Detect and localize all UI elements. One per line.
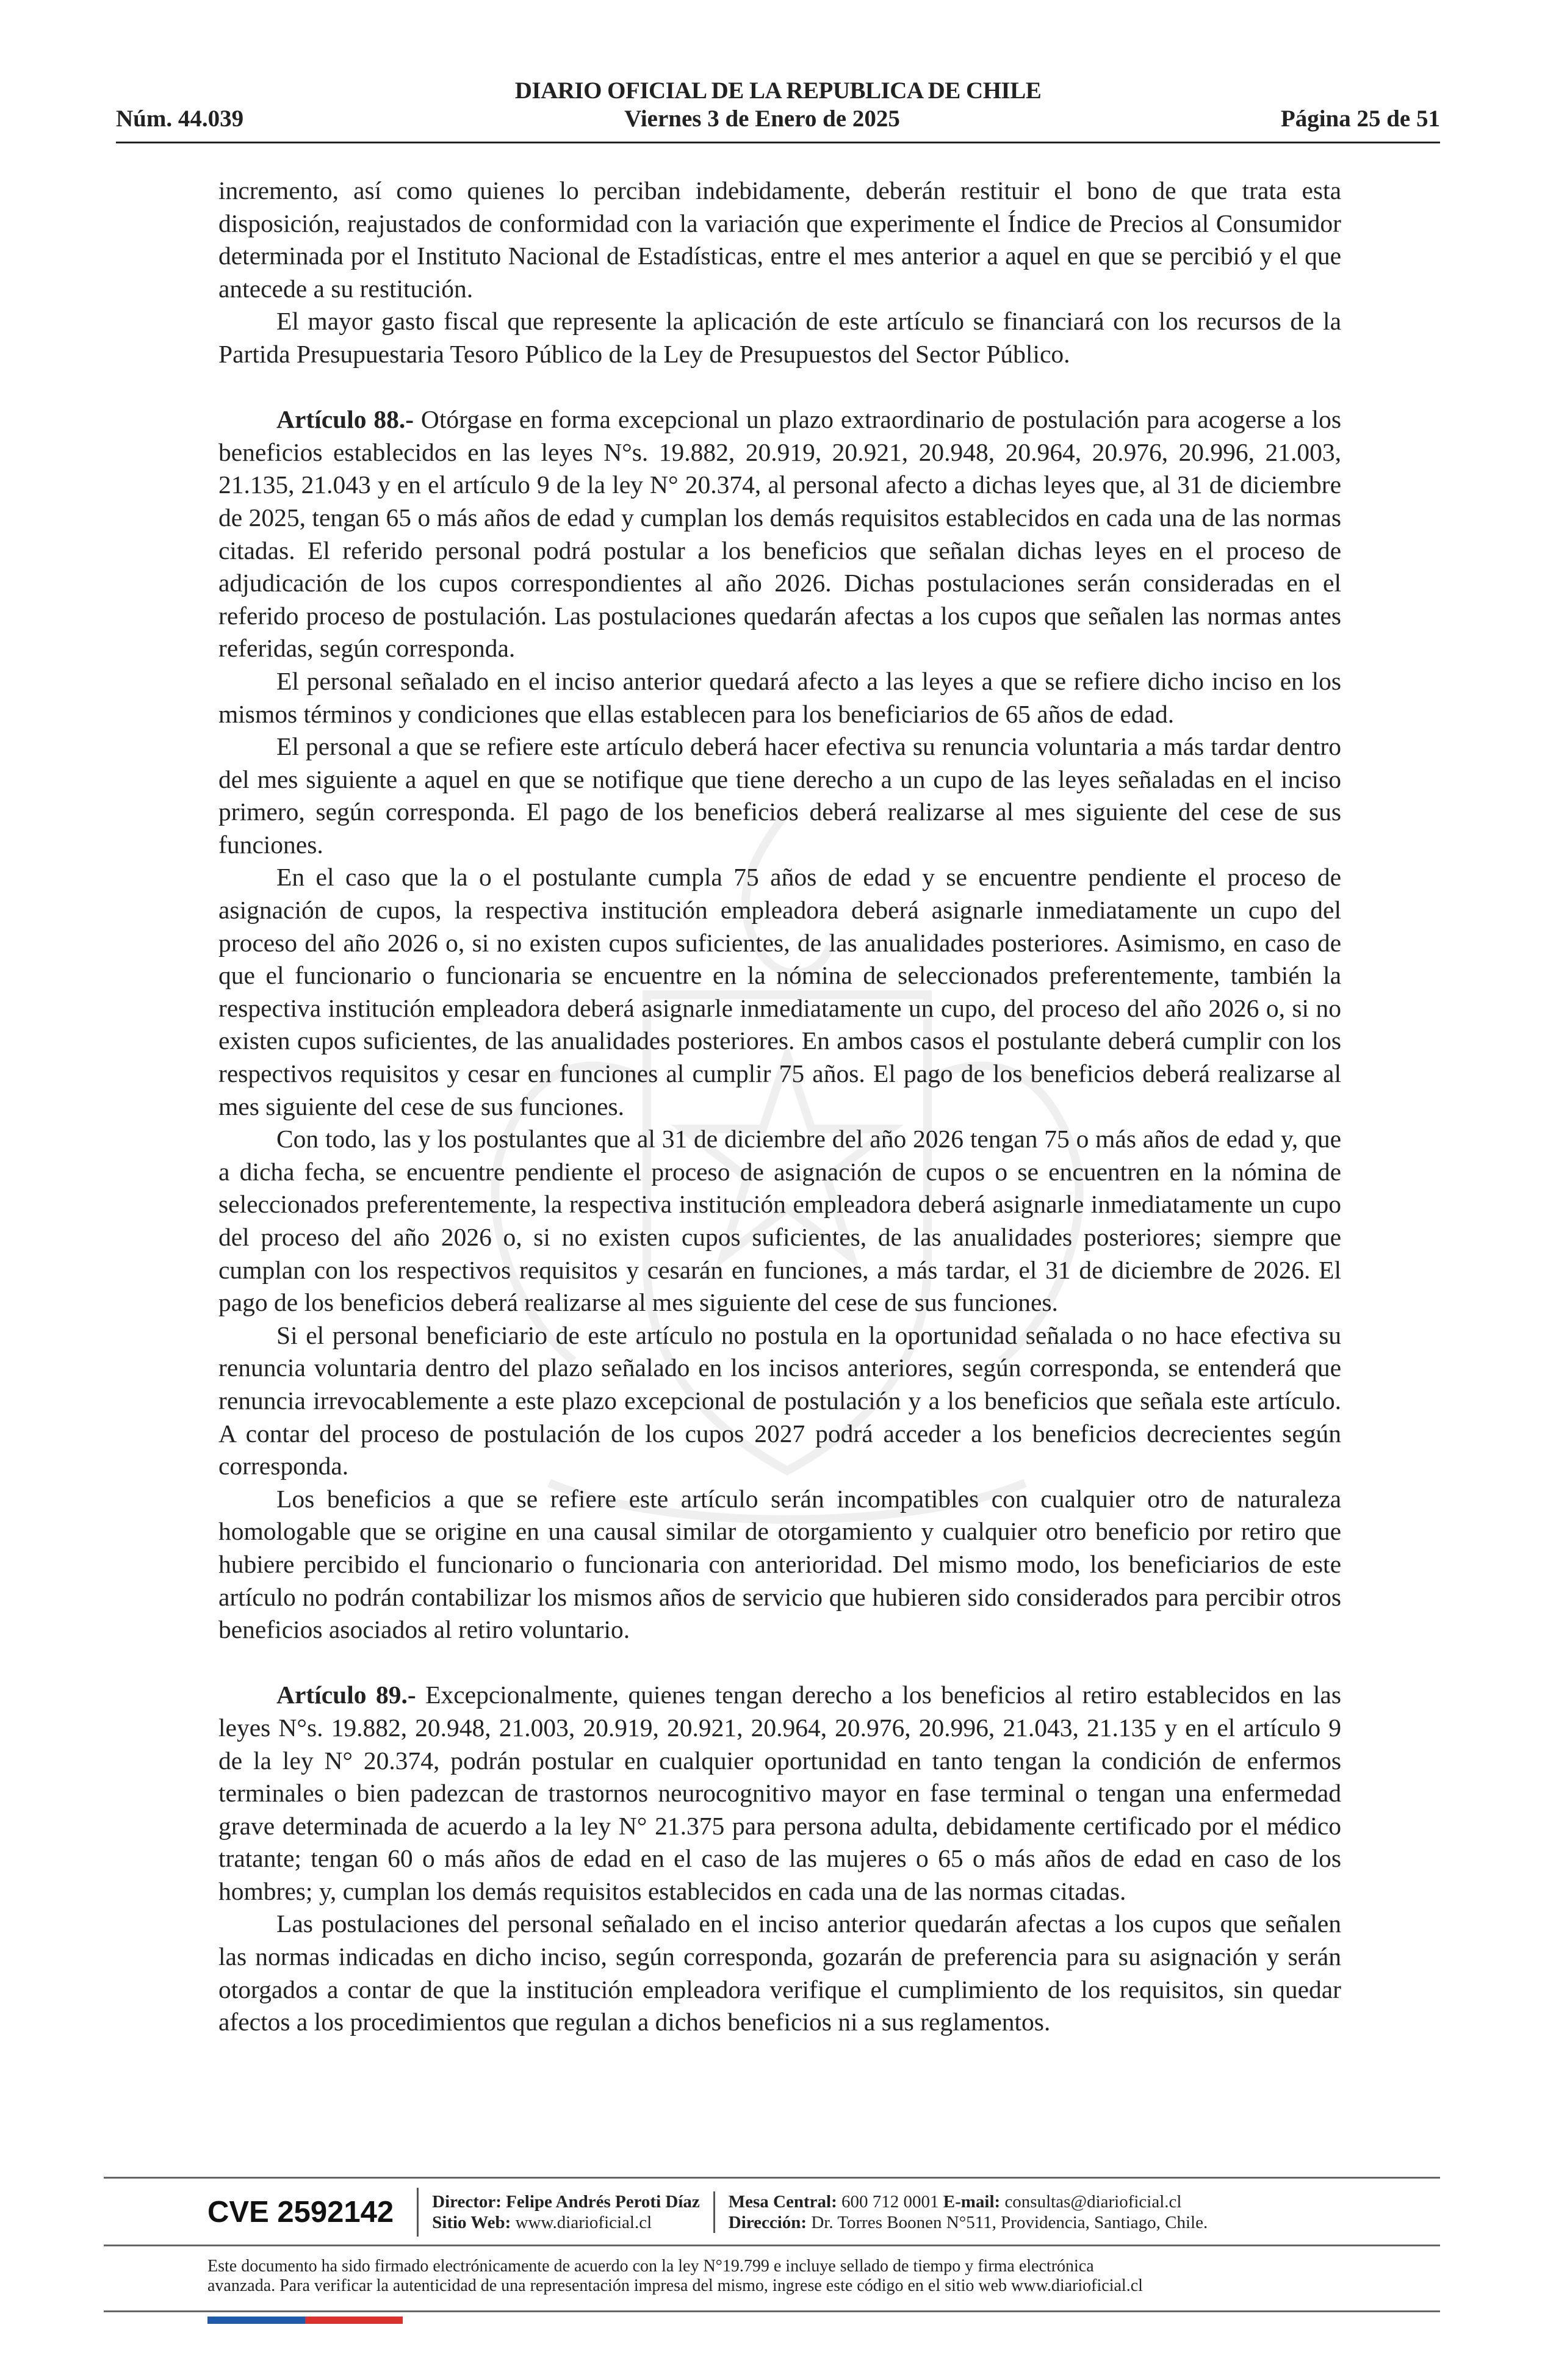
article-88-heading: Artículo 88.- xyxy=(276,405,414,434)
body-text xyxy=(218,175,1341,2039)
web-link[interactable]: www.diarioficial.cl xyxy=(515,2213,652,2232)
paragraph: Si el personal beneficiario de este artículo no postula en la oportunidad señalada o no hace efectiva su renuncia voluntaria dentro del plazo señalado en los incisos anteriores, según corresponda, se entenderá que renuncia irrevocablemente a este plazo excepcional de postulación y a los beneficios que señala este artículo. A contar del proceso de postulación de los cupos 2027 podrá acceder a los beneficios decrecientes según corresponda. xyxy=(218,1321,1341,1480)
issue-number: Núm. 44.039 xyxy=(116,106,244,132)
legal-line: Este documento ha sido firmado electrónicamente de acuerdo con la ley N°19.799 e incluye sellado de tiempo y firma electrónica xyxy=(207,2257,1094,2276)
issue-date: Viernes 3 de Enero de 2025 xyxy=(624,106,900,132)
footer-contact-block xyxy=(715,2191,1221,2233)
article-88-paragraph xyxy=(218,403,1341,665)
mesa-label: Mesa Central: xyxy=(728,2192,837,2212)
paragraph: El personal a que se refiere este artículo deberá hacer efectiva su renuncia voluntaria a más tardar dentro del mes siguiente a aquel en que se notifique que tiene derecho a un cupo de las leyes señaladas en el inciso primero, según corresponda. El pago de los beneficios deberá realizarse al mes siguiente del cese de sus funciones. xyxy=(218,732,1341,859)
footer-info xyxy=(207,2188,1330,2237)
paragraph: El mayor gasto fiscal que represente la aplicación de este artículo se financiará con los recursos de la Partida Presupuestaria Tesoro Público de la Ley de Presupuestos del Sector Público. xyxy=(218,307,1341,368)
email-link[interactable]: consultas@diarioficial.cl xyxy=(1004,2192,1182,2212)
paragraph: Las postulaciones del personal señalado en el inciso anterior quedarán afectas a los cupos que señalen las normas indicadas en dicho inciso, según corresponda, gozarán de preferencia para su asignación y serán otorgados a contar de que la institución empleadora verifique el cumplimiento de los requisitos, sin quedar afectos a los procedimientos que regulan a dichos beneficios ni a sus reglamentos. xyxy=(218,1909,1341,2036)
director-name: Felipe Andrés Peroti Díaz xyxy=(506,2192,700,2212)
paragraph: incremento, así como quienes lo perciban indebidamente, deberán restituir el bono de que trata esta disposición, reajustados de conformidad con la variación que experimente el Índice de Precios al Consumidor determinada por el Instituto Nacional de Estadísticas, entre el mes anterior a aquel en que se percibió y el que antecede a su restitución. xyxy=(218,176,1341,303)
article-89-paragraph xyxy=(218,1679,1341,1908)
mesa-phone: 600 712 0001 xyxy=(841,2192,939,2212)
publication-title: DIARIO OFICIAL DE LA REPUBLICA DE CHILE xyxy=(514,78,1042,104)
legal-notice xyxy=(207,2257,1349,2296)
footer-divider-middle xyxy=(104,2245,1440,2246)
flag-stripe xyxy=(207,2317,403,2324)
legal-line: avanzada. Para verificar la autenticidad de una representación impresa del mismo, ingrese este código en el sitio web www.diarioficial.cl xyxy=(207,2276,1143,2295)
address-value: Dr. Torres Boonen N°511, Providencia, Santiago, Chile. xyxy=(811,2213,1208,2232)
cve-code: CVE 2592142 xyxy=(207,2188,419,2237)
paragraph: Con todo, las y los postulantes que al 31 de diciembre del año 2026 tengan 75 o más años de edad y, que a dicha fecha, se encuentre pendiente el proceso de asignación de cupos o se encuentren en la nómina de seleccionados preferentemente, la respectiva institución empleadora deberá asignarle inmediatamente un cupo del proceso del año 2026 o, si no existen cupos suficientes, de las anualidades posteriores; siempre que cumplan con los respectivos requisitos y cesarán en funciones, a más tardar, el 31 de diciembre de 2026. El pago de los beneficios deberá realizarse al mes siguiente del cese de sus funciones. xyxy=(218,1125,1341,1317)
address-label: Dirección: xyxy=(728,2213,807,2232)
header-divider xyxy=(116,142,1440,143)
footer-divider-top xyxy=(104,2177,1440,2179)
email-label: E-mail: xyxy=(943,2192,1001,2212)
director-label: Director: xyxy=(432,2192,502,2212)
article-88-text: Otórgase en forma excepcional un plazo extraordinario de postulación para acogerse a los beneficios establecidos en las leyes N°s. 19.882, 20.919, 20.921, 20.948, 20.964, 20.976, 20.996, 21.003, 21.135, 21.043 y en el artículo 9 de la ley N° 20.374, al personal afecto a dichas leyes que, al 31 de diciembre de 2025, tengan 65 o más años de edad y cumplan los demás requisitos establecidos en cada una de las normas citadas. El referido personal podrá postular a los beneficios que señalan dichas leyes en el proceso de adjudicación de los cupos correspondientes al año 2026. Dichas postulaciones serán consideradas en el referido proceso de postulación. Las postulaciones quedarán afectas a los cupos que señalen las normas antes referidas, según corresponda. xyxy=(218,405,1342,663)
flag-red-stripe xyxy=(305,2317,403,2324)
footer-divider-bottom xyxy=(104,2310,1440,2312)
paragraph: En el caso que la o el postulante cumpla 75 años de edad y se encuentre pendiente el proceso de asignación de cupos, la respectiva institución empleadora deberá asignarle inmediatamente un cupo del proceso del año 2026 o, si no existen cupos suficientes, de las anualidades posteriores. Asimismo, en caso de que el funcionario o funcionaria se encuentre en la nómina de seleccionados preferentemente, también la respectiva institución empleadora deberá asignarle inmediatamente un cupo, del proceso del año 2026 o, si no existen cupos suficientes, de las anualidades posteriores. En ambos casos el postulante deberá cumplir con los respectivos requisitos y cesar en funciones al cumplir 75 años. El pago de los beneficios deberá realizarse al mes siguiente del cese de sus funciones. xyxy=(218,863,1341,1120)
article-89-heading: Artículo 89.- xyxy=(276,1681,416,1709)
paragraph: El personal señalado en el inciso anterior quedará afecto a las leyes a que se refiere dicho inciso en los mismos términos y condiciones que ellas establecen para los beneficiarios de 65 años de edad. xyxy=(218,666,1341,728)
article-89-text: Excepcionalmente, quienes tengan derecho a los beneficios al retiro establecidos en las leyes N°s. 19.882, 20.948, 21.003, 20.919, 20.921, 20.964, 20.976, 20.996, 21.043, 21.135 y en el artículo 9 de la ley N° 20.374, podrán postular en cualquier oportunidad en tanto tengan la condición de enfermos terminales o bien padezcan de trastornos neurocognitivo mayor en fase terminal o tengan una enfermedad grave determinada de acuerdo a la ley N° 21.375 para persona adulta, debidamente certificado por el médico tratante; tengan 60 o más años de edad en el caso de las mujeres o 65 o más años de edad en caso de los hombres; y, cumplan los demás requisitos establecidos en cada una de las normas citadas. xyxy=(218,1681,1341,1905)
flag-blue-stripe xyxy=(207,2317,305,2324)
footer-director-block xyxy=(419,2191,715,2233)
web-label: Sitio Web: xyxy=(432,2213,511,2232)
paragraph: Los beneficios a que se refiere este artículo serán incompatibles con cualquier otro de naturaleza homologable que se origine en una causal similar de otorgamiento y cualquier otro beneficio por retiro que hubiere percibido el funcionario o funcionaria con anterioridad. Del mismo modo, los beneficiarios de este artículo no podrán contabilizar los mismos años de servicio que hubieren sido considerados para percibir otros beneficios asociados al retiro voluntario. xyxy=(218,1484,1341,1644)
page-number: Página 25 de 51 xyxy=(1280,106,1440,132)
header-row xyxy=(116,105,1440,135)
